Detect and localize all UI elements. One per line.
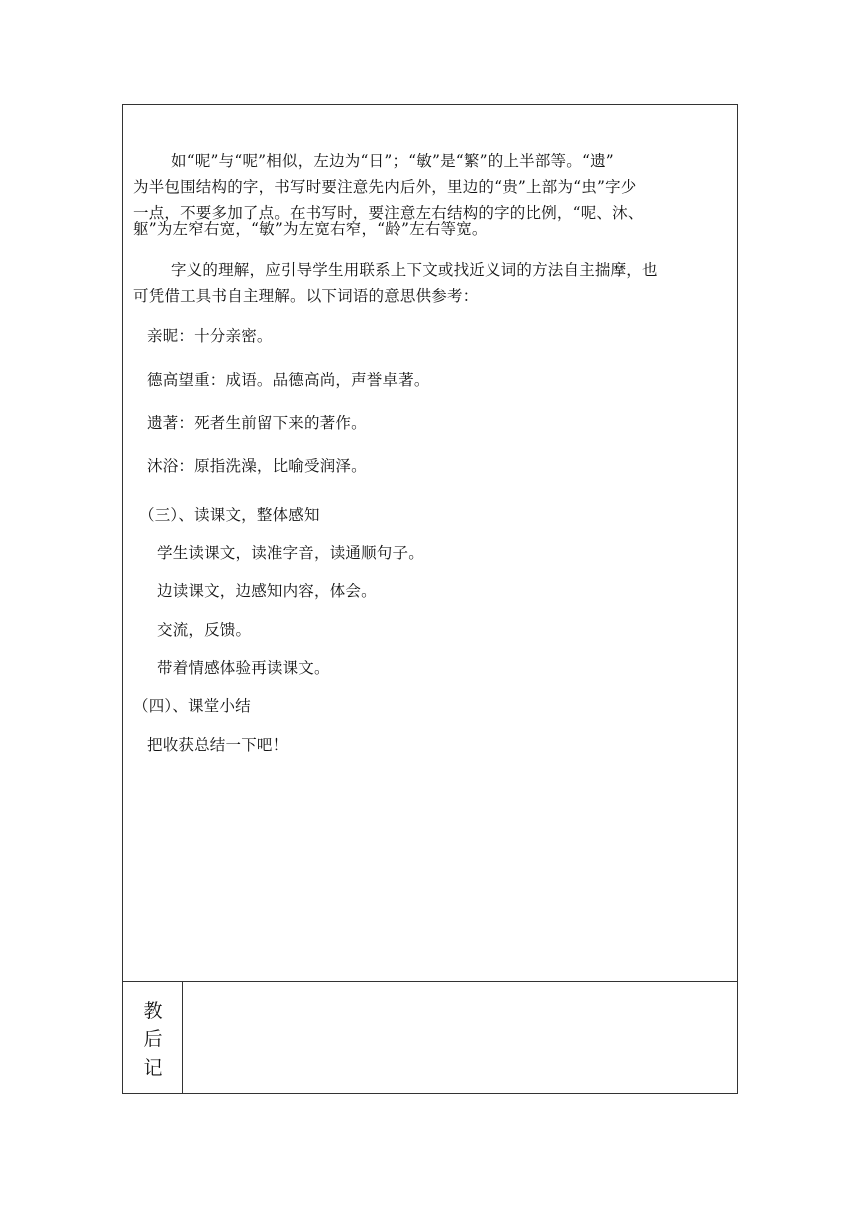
- section-3-item: 学生读课文，读准字音，读通顺句子。: [157, 544, 424, 562]
- section-4-item: 把收获总结一下吧！: [147, 736, 289, 754]
- section-3-item: 边读课文，边感知内容，体会。: [157, 582, 377, 600]
- vocab-item: 沐浴：原指洗澡，比喻受润泽。: [147, 457, 367, 475]
- section-3-item: 带着情感体验再读课文。: [157, 659, 330, 677]
- paragraph-2-line-1: 字义的理解，应引导学生用联系上下文或找近义词的方法自主揣摩，也: [171, 261, 658, 279]
- lesson-plan-table: [122, 104, 738, 1094]
- section-4-heading: （四）、课堂小结: [133, 697, 251, 715]
- paragraph-1-line-4: 躯”为左窄右宽，“敏”为左宽右窄，“龄”左右等宽。: [133, 220, 488, 238]
- afterword-label-char: 教: [143, 1000, 163, 1022]
- afterword-row: [123, 982, 737, 1093]
- paragraph-1-line-2: 为半包围结构的字，书写时要注意先内后外，里边的“贵”上部为“虫”字少: [133, 178, 637, 196]
- afterword-content: [183, 982, 737, 1093]
- paragraph-1-line-3: 一点，不要多加了点。在书写时，要注意左右结构的字的比例，“呢、沐、: [133, 204, 644, 222]
- afterword-label-char: 后: [143, 1028, 163, 1050]
- afterword-label: [123, 982, 183, 1093]
- section-3-heading: （三）、读课文，整体感知: [139, 506, 320, 524]
- paragraph-1-line-1: 如“呢”与“呢”相似，左边为“日”；“敏”是“繁”的上半部等。“遗”: [171, 152, 614, 170]
- afterword-label-char: 记: [143, 1057, 163, 1079]
- lesson-content-cell: [123, 105, 737, 982]
- vocab-item: 德高望重：成语。品德高尚，声誉卓著。: [147, 371, 430, 389]
- vocab-item: 亲昵：十分亲密。: [147, 327, 273, 345]
- section-3-item: 交流，反馈。: [157, 621, 252, 639]
- paragraph-2-line-2: 可凭借工具书自主理解。以下词语的意思供参考：: [133, 287, 479, 305]
- vocab-item: 遗著：死者生前留下来的著作。: [147, 414, 367, 432]
